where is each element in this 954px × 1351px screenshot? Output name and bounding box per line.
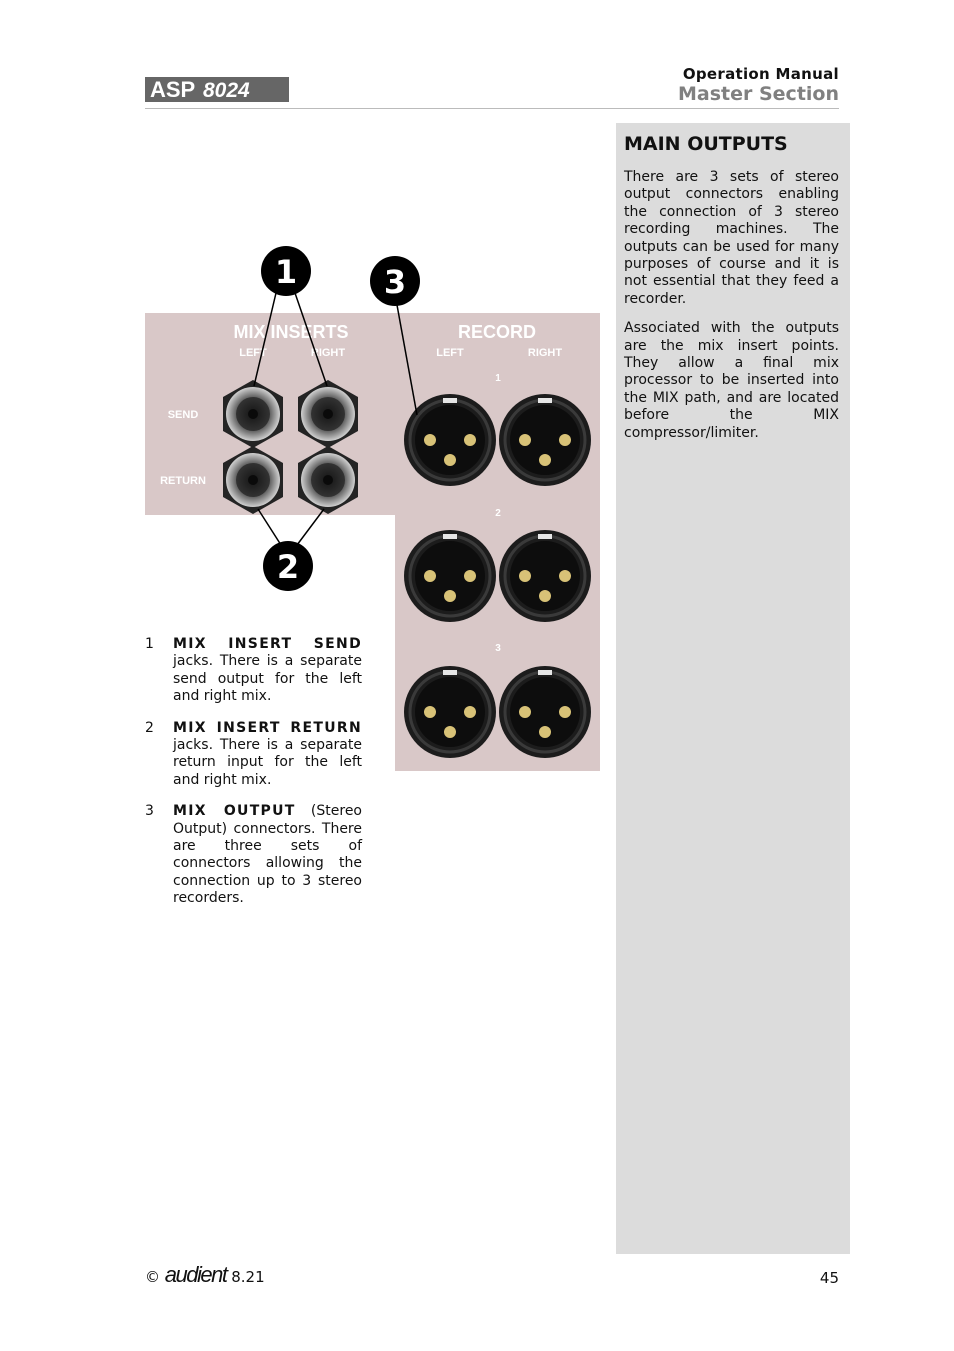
xlr-record-2-right-icon [499,530,591,622]
product-logo [145,77,289,102]
xlr-record-2-left-icon [404,530,496,622]
sidebar-paragraph-1: There are 3 sets of stereo output connectors enabling the connection of 3 stereo recording machines. The outputs can be used for many purposes of course and it is not essential that they feed a recorder. [624,169,839,307]
figure-legend [145,636,362,922]
version-number: 8.21 [231,1268,265,1286]
legend-item-1 [145,636,362,706]
record-set-1-label: 1 [495,373,501,384]
legend-item-2-title: MIX INSERT RETURN [173,719,362,736]
inserts-right-label: RIGHT [310,347,346,359]
inserts-left-label: LEFT [239,347,267,359]
callout-1-label: 1 [274,253,298,291]
legend-item-3-title: MIX OUTPUT [173,803,296,820]
record-left-label: LEFT [436,347,464,359]
section-title: Master Section [678,83,839,105]
header-divider [145,108,839,109]
send-label: SEND [167,409,199,421]
callout-2-label: 2 [276,548,300,586]
manual-title: Operation Manual [682,65,839,83]
page-header [678,66,839,105]
xlr-record-3-left-icon [404,666,496,758]
legend-item-3-text: (Stereo Output) connectors. There are three sets of connectors allowing the connection up to 3 stereo recorders. [173,803,362,907]
xlr-record-1-right-icon [499,394,591,486]
logo-model: 8024 [202,79,250,102]
record-set-3-label: 3 [495,643,501,654]
legend-item-2 [145,720,362,790]
sidebar-paragraph-2: Associated with the outputs are the mix insert points. They allow a final mix processor to be inserted into the MIX path, and are located before the MIX compressor/limiter. [624,320,839,441]
record-set-2-label: 2 [495,508,501,519]
xlr-record-3-right-icon [499,666,591,758]
legend-item-2-number: 2 [145,719,154,736]
legend-item-3 [145,803,362,907]
record-right-label: RIGHT [527,347,563,359]
return-label: RETURN [160,475,206,487]
legend-item-1-title: MIX INSERT SEND [173,636,362,652]
sidebar-title: MAIN OUTPUTS [624,133,788,155]
page-footer [145,1262,265,1288]
page-number: 45 [819,1269,839,1287]
inserts-title: MIX INSERTS [233,322,349,342]
brand-logo: audient [164,1262,227,1287]
logo-prefix: ASP [150,77,195,102]
legend-item-1-number: 1 [145,636,154,652]
legend-item-2-text: jacks. There is a separate return input for the left and right mix. [173,737,362,788]
legend-item-3-number: 3 [145,803,154,820]
sidebar-main-outputs [616,123,850,1254]
callout-3-label: 3 [383,263,407,301]
legend-item-1-text: jacks. There is a separate send output for the left and right mix. [173,653,362,705]
record-title: RECORD [457,322,537,342]
copyright-symbol: © [145,1268,160,1286]
xlr-record-1-left-icon [404,394,496,486]
